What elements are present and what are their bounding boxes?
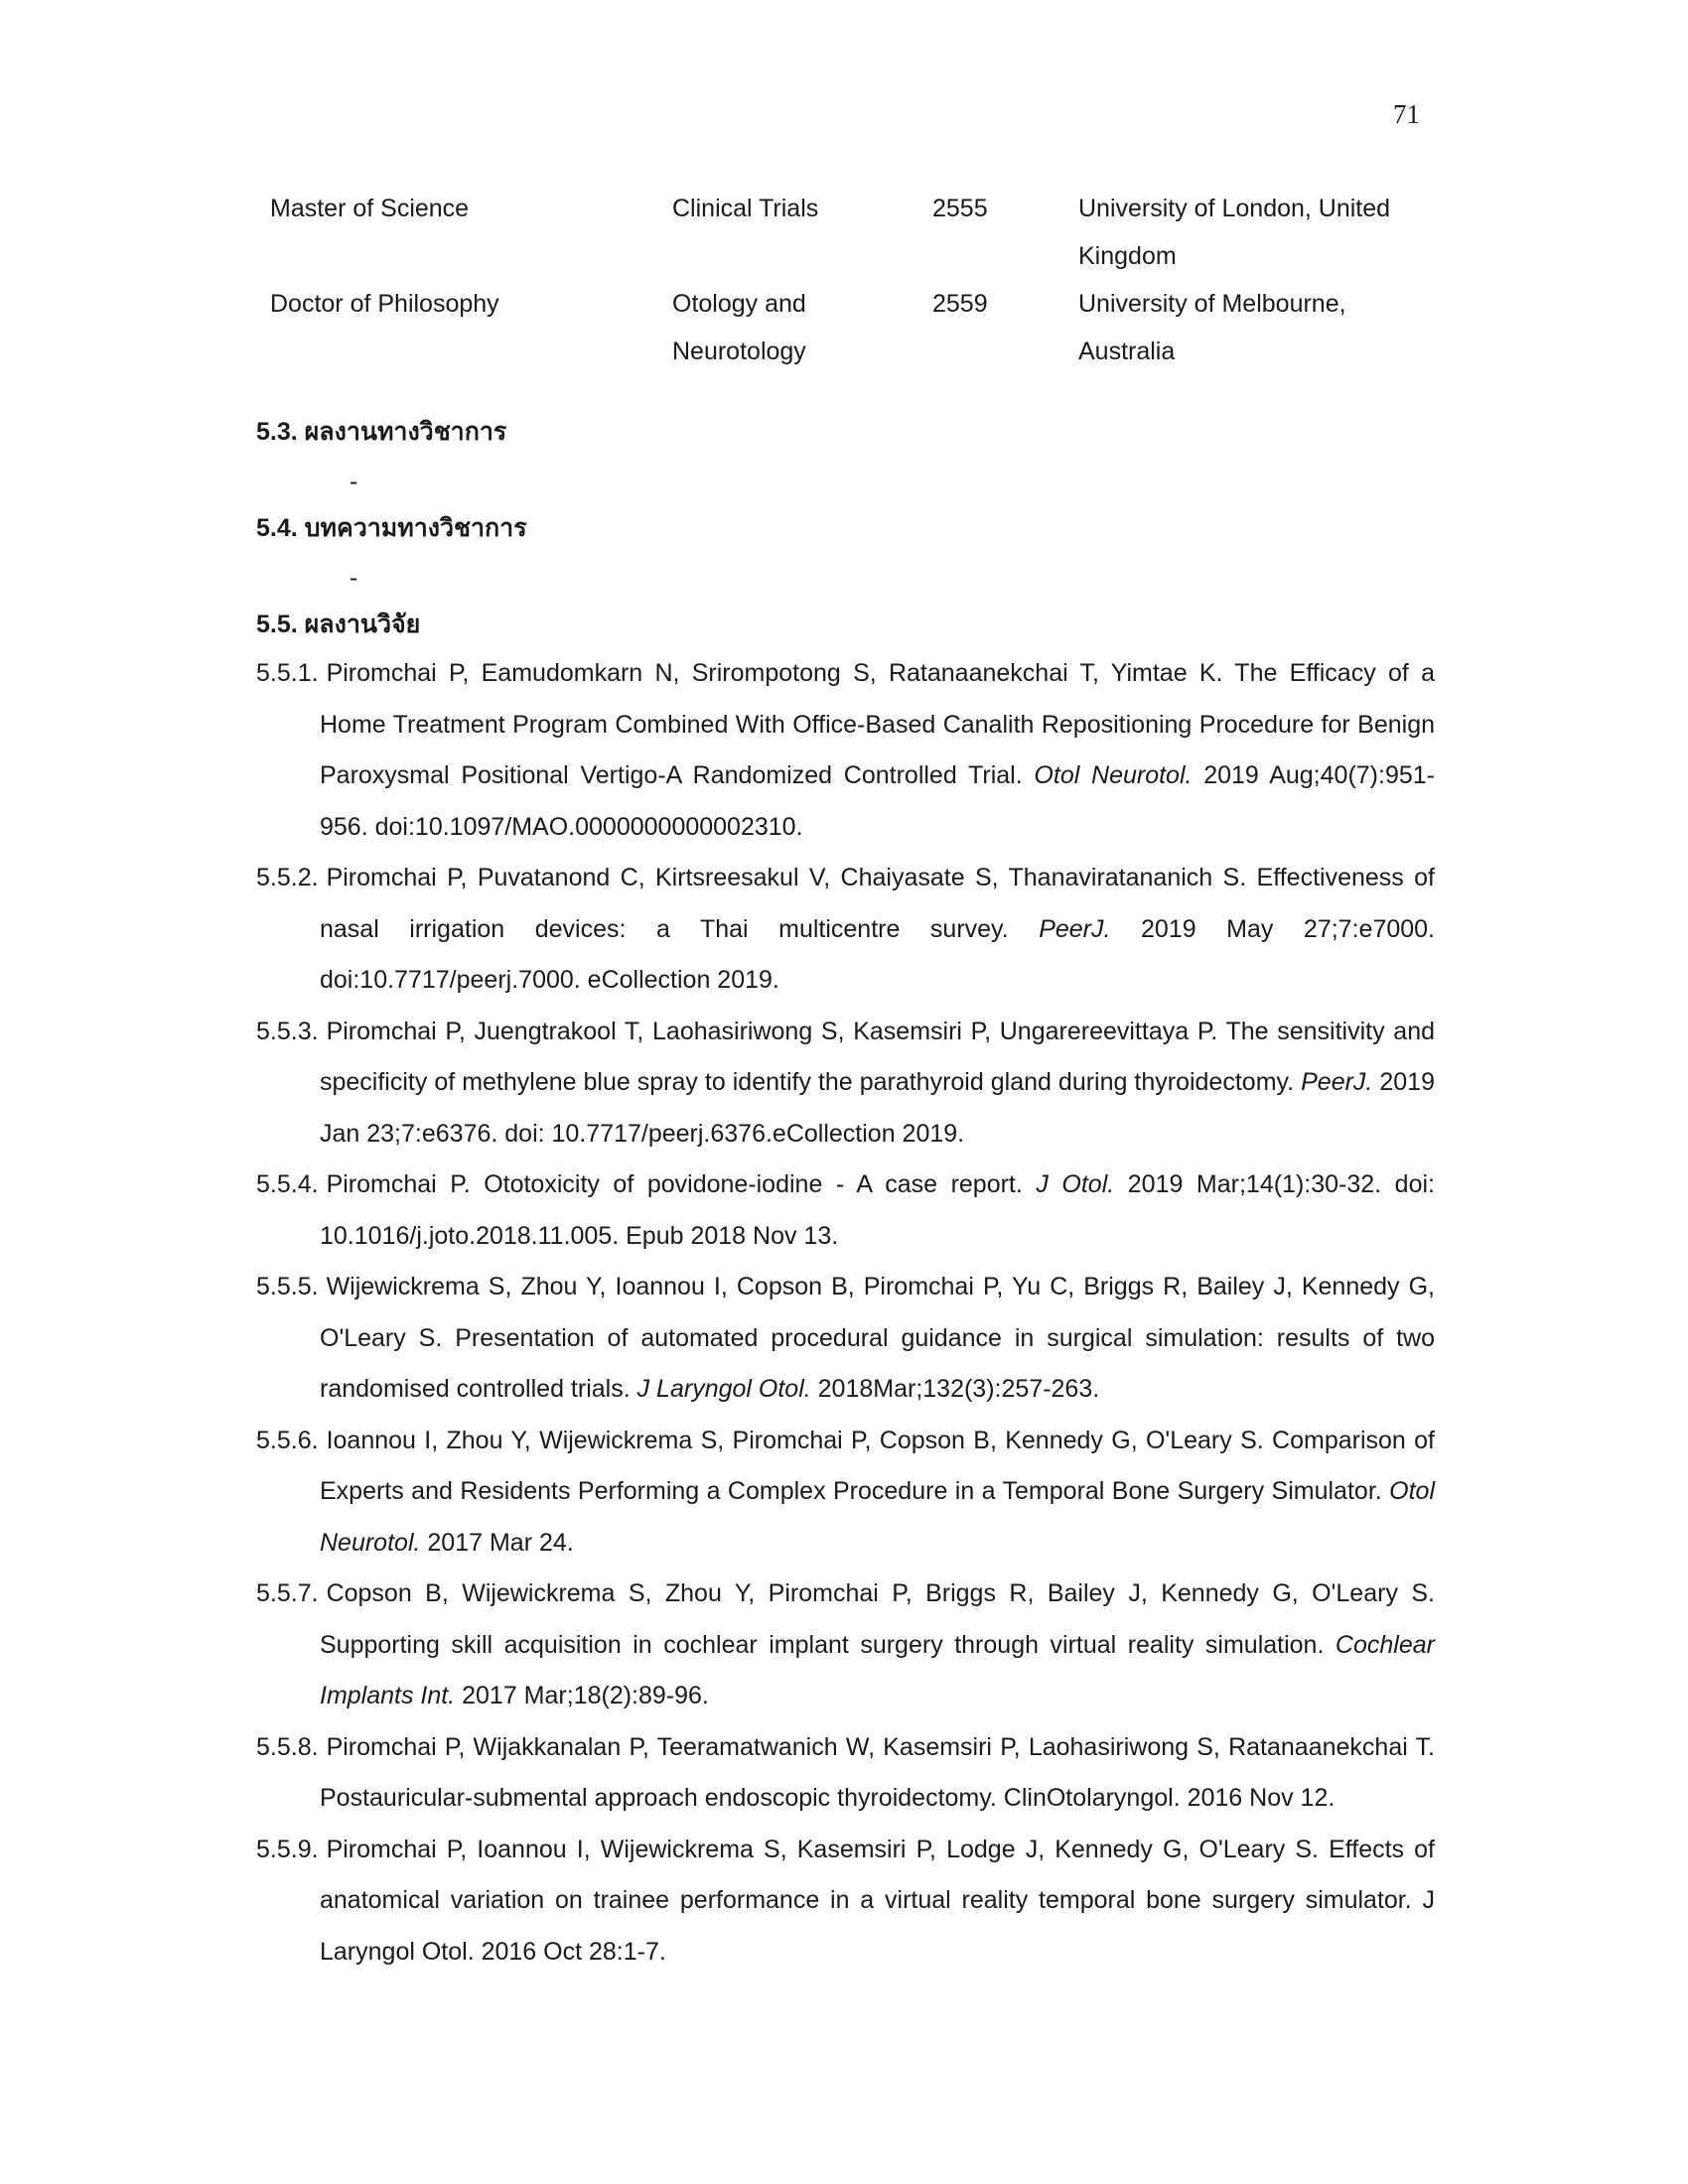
year-cell: 2555 [932, 195, 988, 222]
reference-details: 2019 Mar;14(1):30-32. doi: 10.1016/j.joto.2018.11.005. Epub 2018 Nov 13. [320, 1170, 1435, 1250]
reference-item [256, 853, 1435, 1007]
reference-journal: Otol Neurotol. [320, 1477, 1436, 1557]
institution-cell: University of Melbourne, Australia [1078, 290, 1346, 365]
reference-item [256, 1825, 1435, 1979]
reference-text: Copson B, Wijewickrema S, Zhou Y, Piromchai P, Briggs R, Bailey J, Kennedy G, O'Leary S. Supporting skill acquisition in cochlear implant surgery through virtual reality simulation. [320, 1579, 1435, 1659]
reference-item [256, 1569, 1435, 1722]
degree-cell: Master of Science [270, 195, 470, 222]
reference-details: 2018Mar;132(3):257-263. [817, 1375, 1100, 1403]
reference-number: 5.5.5. [256, 1273, 319, 1300]
institution-cell: University of London, United Kingdom [1078, 195, 1391, 270]
section-heading-5-4: 5.4. บทความทางวิชาการ [256, 514, 527, 542]
reference-text: Piromchai P, Wijakkanalan P, Teeramatwanich W, Kasemsiri P, Laohasiriwong S, Ratanaanekchai T. Postauricular-submental approach endoscopic thyroidectomy. ClinOtolaryngol. 2016 Nov 12. [320, 1732, 1435, 1812]
section-heading-5-5: 5.5. ผลงานวิจัย [256, 611, 421, 638]
reference-number: 5.5.9. [256, 1835, 319, 1863]
reference-journal: J Otol. [1036, 1170, 1115, 1198]
degree-table [270, 185, 1432, 375]
reference-number: 5.5.4. [256, 1170, 319, 1198]
reference-journal: Otol Neurotol. [1034, 761, 1193, 789]
reference-text: Piromchai P, Ioannou I, Wijewickrema S, Kasemsiri P, Lodge J, Kennedy G, O'Leary S. Effects of anatomical variation on trainee performance in a virtual reality temporal bone surgery simulator. J Laryngol Otol. 2016 Oct 28:1-7. [320, 1835, 1435, 1966]
degree-row [270, 185, 1432, 280]
reference-item [256, 1007, 1435, 1160]
field-cell: Clinical Trials [672, 195, 819, 222]
section-heading-5-3: 5.3. ผลงานทางวิชาการ [256, 418, 507, 446]
reference-number: 5.5.3. [256, 1017, 319, 1045]
reference-details: 2019 Jan 23;7:e6376. doi: 10.7717/peerj.6376.eCollection 2019. [320, 1068, 1435, 1148]
degree-row [270, 280, 1432, 375]
page-number: 71 [1393, 99, 1420, 129]
reference-number: 5.5.6. [256, 1426, 319, 1454]
reference-number: 5.5.7. [256, 1579, 319, 1607]
reference-details: 2019 Aug;40(7):951-956. doi:10.1097/MAO.0000000000002310. [320, 761, 1435, 841]
reference-text: Piromchai P, Eamudomkarn N, Srirompotong S, Ratanaanekchai T, Yimtae K. The Efficacy of a Home Treatment Program Combined With Office-Based Canalith Repositioning Procedure for Benign Paroxysmal Positional Vertigo-A Randomized Controlled Trial. [320, 659, 1435, 789]
reference-journal: PeerJ. [1039, 914, 1111, 943]
reference-item [256, 1160, 1435, 1262]
reference-item [256, 648, 1435, 853]
reference-number: 5.5.8. [256, 1732, 319, 1761]
reference-item [256, 1722, 1435, 1825]
reference-journal: J Laryngol Otol. [636, 1375, 811, 1403]
reference-text: Piromchai P. Ototoxicity of povidone-iodine - A case report. [326, 1170, 1023, 1198]
reference-journal: PeerJ. [1301, 1068, 1373, 1096]
reference-details: 2017 Mar 24. [427, 1528, 574, 1557]
reference-journal: Cochlear Implants Int. [320, 1630, 1435, 1709]
degree-cell: Doctor of Philosophy [270, 290, 499, 318]
reference-list [256, 648, 1435, 1978]
reference-text: Ioannou I, Zhou Y, Wijewickrema S, Piromchai P, Copson B, Kennedy G, O'Leary S. Comparison of Experts and Residents Performing a Complex Procedure in a Temporal Bone Surgery Simulator. [320, 1426, 1435, 1505]
reference-details: 2019 May 27;7:e7000. doi:10.7717/peerj.7000. eCollection 2019. [320, 914, 1436, 994]
reference-text: Piromchai P, Juengtrakool T, Laohasiriwong S, Kasemsiri P, Ungarereevittaya P. The sensitivity and specificity of methylene blue spray to identify the parathyroid gland during thyroidectomy. [320, 1017, 1435, 1096]
reference-item [256, 1262, 1435, 1416]
reference-item [256, 1416, 1435, 1570]
section-content-5-3: - [350, 468, 358, 495]
reference-details: 2017 Mar;18(2):89-96. [462, 1682, 709, 1709]
reference-number: 5.5.1. [256, 659, 319, 687]
field-cell: Otology and Neurotology [672, 290, 806, 365]
section-content-5-4: - [350, 564, 358, 592]
reference-number: 5.5.2. [256, 864, 319, 891]
year-cell: 2559 [932, 290, 988, 318]
reference-text: Wijewickrema S, Zhou Y, Ioannou I, Copson B, Piromchai P, Yu C, Briggs R, Bailey J, Kennedy G, O'Leary S. Presentation of automated procedural guidance in surgical simulation: results of two randomised controlled trials. [320, 1273, 1435, 1403]
reference-text: Piromchai P, Puvatanond C, Kirtsreesakul V, Chaiyasate S, Thanaviratananich S. Effectiveness of nasal irrigation devices: a Thai multicentre survey. [320, 864, 1435, 943]
